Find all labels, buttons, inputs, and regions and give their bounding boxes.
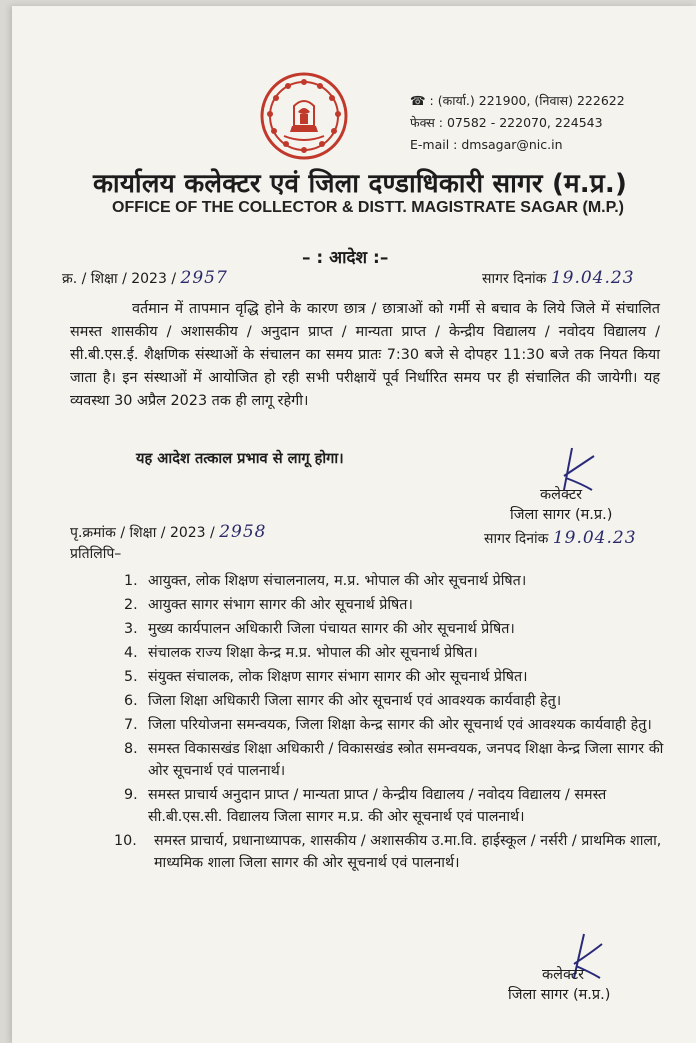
order-signature-place: जिला सागर (म.प्र.): [510, 507, 613, 523]
endorsement-date: [484, 528, 637, 548]
order-reference: [62, 268, 228, 288]
phone-line: ☎ : (कार्या.) 221900, (निवास) 222622: [410, 93, 625, 108]
list-item: 5. संयुक्त संचालक, लोक शिक्षण सागर संभाग सागर की ओर सूचनार्थ प्रेषित।: [124, 669, 528, 685]
contact-block: [410, 90, 625, 156]
office-title-english: OFFICE OF THE COLLECTOR & DISTT. MAGISTRATE SAGAR (M.P.): [112, 199, 624, 216]
order-effect-line: यह आदेश तत्काल प्रभाव से लागू होगा।: [136, 450, 344, 467]
endorsement-date-prefix: सागर दिनांक: [484, 531, 549, 547]
order-ref-number: 2957: [180, 268, 228, 288]
document-page: [12, 6, 696, 1043]
order-date-prefix: सागर दिनांक: [482, 271, 547, 287]
endorsement-ref-number: 2958: [219, 522, 267, 542]
endorsement-signature-place: जिला सागर (म.प्र.): [508, 987, 611, 1003]
copy-to-list: [114, 570, 664, 876]
order-heading: – : आदेश :–: [302, 248, 389, 268]
fax-line: फेक्स : 07582 - 222070, 224543: [410, 115, 603, 130]
mp-government-emblem: [260, 70, 348, 162]
order-ref-prefix: क्र. / शिक्षा / 2023 /: [62, 271, 177, 287]
list-item: 4. संचालक राज्य शिक्षा केन्द्र म.प्र. भोपाल की ओर सूचनार्थ प्रेषित।: [124, 645, 478, 661]
list-item: 6. जिला शिक्षा अधिकारी जिला सागर की ओर सूचनार्थ एवं आवश्यक कार्यवाही हेतु।: [124, 693, 562, 709]
list-item: 10. समस्त प्राचार्य, प्रधानाध्यापक, शासकीय / अशासकीय उ.मा.वि. हाईस्कूल / नर्सरी / प्राथमिक शाला, माध्यमिक शाला जिला सागर की ओर सूचनार्थ एवं पालनार्थ।: [114, 833, 662, 871]
list-item: 1. आयुक्त, लोक शिक्षण संचालनालय, म.प्र. भोपाल की ओर सूचनार्थ प्रेषित।: [124, 573, 527, 589]
list-item: 8. समस्त विकासखंड शिक्षा अधिकारी / विकासखंड स्त्रोत समन्वयक, जनपद शिक्षा केन्द्र जिला सागर की ओर सूचनार्थ एवं पालनार्थ।: [124, 741, 664, 779]
order-body: वर्तमान में तापमान वृद्धि होने के कारण छात्र / छात्राओं को गर्मी से बचाव के लिये जिले में संचालित समस्त शासकीय / अशासकीय / अनुदान प्राप्त / मान्यता प्राप्त / केन्द्रीय विद्यालय / नवोदय विद्यालय / सी.बी.एस.ई. शैक्षणिक संस्थाओं के संचालन का समय प्रातः 7:30 बजे से दोपहर 11:30 बजे तक नियत किया जाता है। इन संस्थाओं में आयोजित हो रही सभी परीक्षायें पूर्व निर्धारित समय पर ही संचालित की जायेगी। यह व्यवस्था 30 अप्रैल 2023 तक ही लागू रहेगी।: [70, 301, 660, 409]
order-signature-title: कलेक्टर: [540, 487, 583, 503]
endorsement-reference: [70, 522, 266, 542]
order-date: [482, 268, 635, 288]
order-date-value: 19.04.23: [550, 268, 635, 288]
endorsement-date-value: 19.04.23: [552, 528, 637, 548]
email-line: E-mail : dmsagar@nic.in: [410, 137, 563, 152]
list-item: 9. समस्त प्राचार्य अनुदान प्राप्त / मान्यता प्राप्त / केन्द्रीय विद्यालय / नवोदय विद्यालय / समस्त सी.बी.एस.सी. विद्यालय जिला सागर म.प्र. की ओर सूचनार्थ एवं पालनार्थ।: [124, 787, 607, 825]
list-item: 2. आयुक्त सागर संभाग सागर की ओर सूचनार्थ प्रेषित।: [124, 597, 413, 613]
endorsement-ref-prefix: पृ.क्रमांक / शिक्षा / 2023 /: [70, 525, 215, 541]
list-item: 7. जिला परियोजना समन्वयक, जिला शिक्षा केन्द्र सागर की ओर सूचनार्थ एवं आवश्यक कार्यवाही हेतु।: [124, 717, 652, 733]
endorsement-signature-title: कलेक्टर: [542, 967, 585, 983]
list-item: 3. मुख्य कार्यपालन अधिकारी जिला पंचायत सागर की ओर सूचनार्थ प्रेषित।: [124, 621, 515, 637]
copy-to-label: प्रतिलिपि–: [70, 546, 122, 562]
office-title-hindi: कार्यालय कलेक्टर एवं जिला दण्डाधिकारी सागर (म.प्र.): [92, 169, 628, 199]
